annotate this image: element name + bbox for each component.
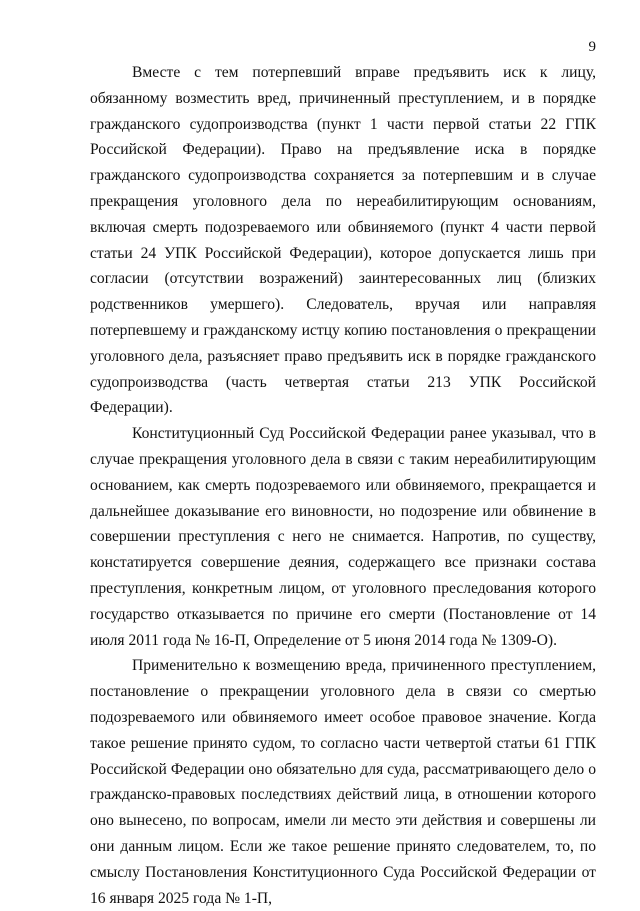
page-number: 9	[588, 39, 596, 55]
paragraph-constitutional-court: Конституционный Суд Российской Федерации ранее указывал, что в случае прекращения уголовного дела в связи с таким нереабилитирующим основанием, как смерть подозреваемого или обвиняемого, прекращается и дальнейшее доказывание его виновности, но подозрение или обвинение в совершении преступления с него не снимается. Напротив, по существу, констатируется совершение деяния, содержащего все признаки состава преступления, конкретным лицом, от уголовного преследования которого государство отказывается по причине его смерти (Постановление от 14 июля 2011 года № 16-П, Определение от 5 июня 2014 года № 1309-О).	[90, 425, 596, 649]
paragraph-civil-claim: Вместе с тем потерпевший вправе предъявить иск к лицу, обязанному возместить вред, причиненный преступлением, и в порядке гражданского судопроизводства (пункт 1 части первой статьи 22 ГПК Российской Федерации). Право на предъявление иска в порядке гражданского судопроизводства сохраняется за потерпевшим и в случае прекращения уголовного дела по нереабилитирующим основаниям, включая смерть подозреваемого или обвиняемого (пункт 4 части первой статьи 24 УПК Российской Федерации), которое допускается лишь при согласии (отсутствии возражений) заинтересованных лиц (близких родственников умершего). Следователь, вручая или направляя потерпевшему и гражданскому истцу копию постановления о прекращении уголовного дела, разъясняет право предъявить иск в порядке гражданского судопроизводства (часть четвертая статьи 213 УПК Российской Федерации).	[90, 64, 596, 417]
document-body	[90, 60, 596, 911]
paragraph-damage-compensation: Применительно к возмещению вреда, причиненного преступлением, постановление о прекращении уголовного дела в связи со смертью подозреваемого или обвиняемого имеет особое правовое значение. Когда такое решение принято судом, то согласно части четвертой статьи 61 ГПК Российской Федерации оно обязательно для суда, рассматривающего дело о гражданско-правовых последствиях действий лица, в отношении которого оно вынесено, по вопросам, имели ли место эти действия и совершены ли они данным лицом. Если же такое решение принято следователем, то, по смыслу Постановления Конституционного Суда Российской Федерации от 16 января 2025 года № 1-П,	[90, 657, 596, 907]
